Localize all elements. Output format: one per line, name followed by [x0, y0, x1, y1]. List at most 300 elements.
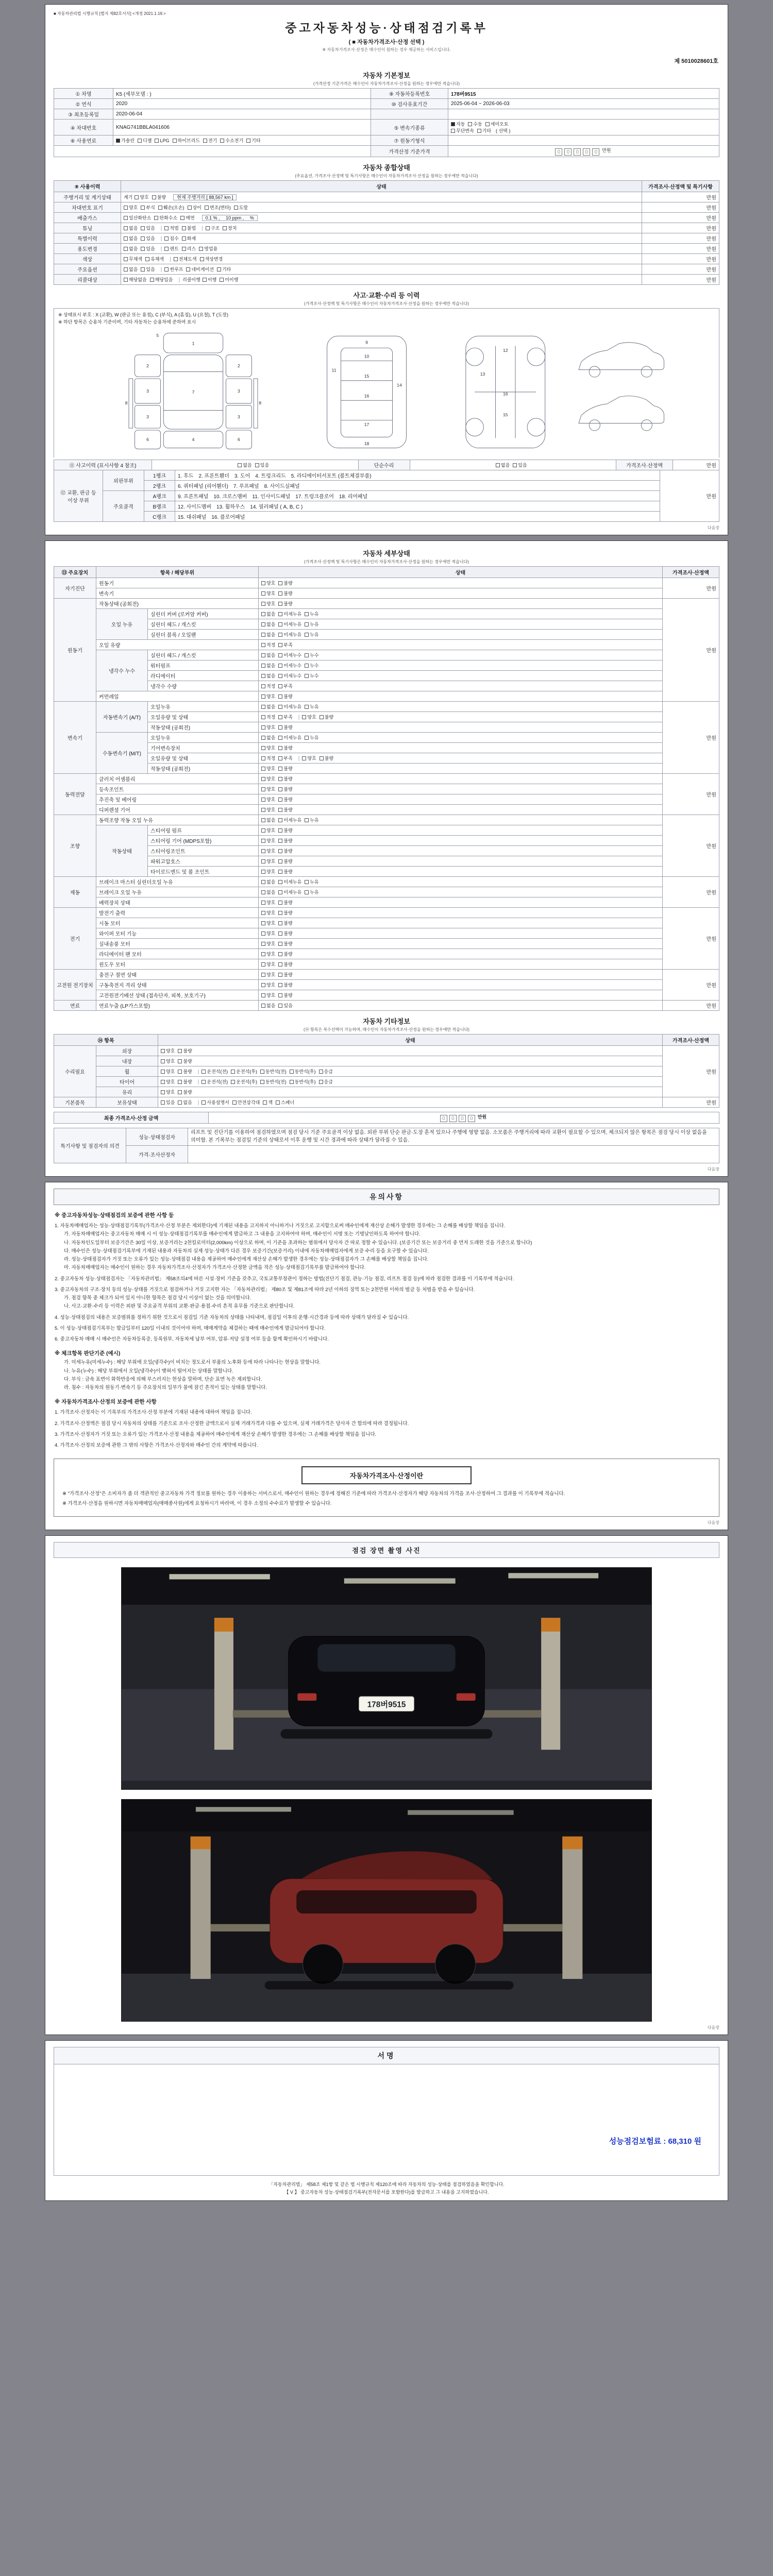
checkbox-square[interactable] [261, 736, 265, 740]
checkbox-square[interactable] [278, 694, 282, 699]
option-checkbox[interactable] [261, 961, 275, 968]
checkbox-square[interactable] [278, 674, 282, 678]
option-checkbox[interactable] [135, 194, 148, 200]
option-checkbox[interactable] [278, 744, 292, 751]
checkbox-square[interactable] [278, 890, 282, 894]
checkbox-square[interactable] [178, 1100, 182, 1105]
checkbox-square[interactable] [261, 653, 265, 657]
checkbox-square[interactable] [161, 1070, 165, 1074]
checkbox-square[interactable] [261, 901, 265, 905]
checkbox-square[interactable] [278, 952, 282, 956]
option-checkbox[interactable] [261, 858, 275, 865]
option-checkbox[interactable] [206, 225, 220, 231]
checkbox-square[interactable] [319, 1070, 323, 1074]
checkbox-square[interactable] [477, 129, 481, 133]
option-checkbox[interactable] [155, 138, 169, 143]
checkbox-square[interactable] [278, 756, 282, 760]
checkbox-square[interactable] [154, 216, 158, 220]
checkbox-square[interactable] [164, 236, 169, 241]
checkbox-square[interactable] [261, 839, 265, 843]
checkbox-square[interactable] [182, 226, 186, 230]
option-checkbox[interactable] [203, 276, 216, 283]
option-checkbox[interactable] [305, 652, 318, 658]
option-checkbox[interactable] [278, 580, 292, 586]
option-checkbox[interactable] [161, 1068, 175, 1075]
option-checkbox[interactable] [261, 734, 275, 741]
option-checkbox[interactable] [205, 204, 231, 211]
option-checkbox[interactable] [263, 1099, 273, 1106]
option-checkbox[interactable] [305, 611, 318, 617]
checkbox-square[interactable] [220, 139, 224, 143]
checkbox-square[interactable] [468, 122, 472, 126]
checkbox-square[interactable] [302, 756, 306, 760]
checkbox-square[interactable] [278, 839, 282, 843]
option-checkbox[interactable] [199, 245, 217, 252]
checkbox-square[interactable] [261, 767, 265, 771]
option-checkbox[interactable] [261, 981, 275, 988]
checkbox-square[interactable] [496, 463, 500, 467]
checkbox-square[interactable] [278, 602, 282, 606]
option-checkbox[interactable] [278, 971, 292, 978]
option-checkbox[interactable] [178, 1099, 192, 1106]
checkbox-square[interactable] [231, 1070, 235, 1074]
option-checkbox[interactable] [174, 256, 197, 262]
checkbox-square[interactable] [238, 463, 242, 467]
option-checkbox[interactable] [305, 734, 318, 741]
option-checkbox[interactable] [261, 971, 275, 978]
option-checkbox[interactable] [278, 590, 292, 597]
option-checkbox[interactable] [261, 652, 275, 658]
option-checkbox[interactable] [278, 981, 292, 988]
checkbox-square[interactable] [261, 828, 265, 833]
checkbox-square[interactable] [261, 931, 265, 936]
checkbox-square[interactable] [201, 1070, 206, 1074]
checkbox-square[interactable] [178, 1059, 182, 1063]
checkbox-square[interactable] [278, 777, 282, 781]
checkbox-square[interactable] [201, 1080, 206, 1084]
checkbox-square[interactable] [278, 1004, 282, 1008]
checkbox-square[interactable] [261, 684, 265, 688]
checkbox-square[interactable] [485, 122, 490, 126]
checkbox-square[interactable] [278, 870, 282, 874]
option-checkbox[interactable] [261, 631, 275, 638]
option-checkbox[interactable] [278, 868, 292, 875]
checkbox-square[interactable] [135, 195, 139, 199]
checkbox-square[interactable] [319, 1080, 323, 1084]
option-checkbox[interactable] [141, 225, 155, 231]
option-checkbox[interactable] [141, 266, 155, 273]
option-checkbox[interactable] [234, 204, 248, 211]
option-checkbox[interactable] [260, 1078, 287, 1085]
checkbox-square[interactable] [124, 206, 128, 210]
option-checkbox[interactable] [278, 703, 301, 710]
option-checkbox[interactable] [124, 235, 138, 242]
checkbox-square[interactable] [164, 267, 169, 272]
checkbox-square[interactable] [451, 122, 455, 126]
option-checkbox[interactable] [261, 662, 275, 669]
option-checkbox[interactable] [278, 827, 292, 834]
checkbox-square[interactable] [305, 890, 309, 894]
checkbox-square[interactable] [261, 622, 265, 626]
option-checkbox[interactable] [178, 1058, 192, 1064]
option-checkbox[interactable] [261, 992, 275, 998]
checkbox-square[interactable] [223, 226, 227, 230]
option-checkbox[interactable] [141, 204, 155, 211]
checkbox-square[interactable] [124, 257, 128, 261]
option-checkbox[interactable] [278, 848, 292, 854]
option-checkbox[interactable] [201, 1078, 228, 1085]
option-checkbox[interactable] [217, 266, 231, 273]
option-checkbox[interactable] [261, 827, 275, 834]
checkbox-square[interactable] [261, 591, 265, 596]
option-checkbox[interactable] [124, 245, 138, 252]
option-checkbox[interactable] [261, 641, 275, 648]
checkbox-square[interactable] [290, 1070, 294, 1074]
checkbox-square[interactable] [278, 993, 282, 997]
checkbox-square[interactable] [173, 139, 177, 143]
option-checkbox[interactable] [201, 1099, 229, 1106]
checkbox-square[interactable] [220, 278, 224, 282]
option-checkbox[interactable] [261, 909, 275, 916]
checkbox-square[interactable] [278, 581, 282, 585]
option-checkbox[interactable] [261, 600, 275, 607]
option-checkbox[interactable] [261, 817, 275, 823]
checkbox-square[interactable] [261, 890, 265, 894]
option-checkbox[interactable] [278, 765, 292, 772]
option-checkbox[interactable] [305, 672, 318, 679]
checkbox-square[interactable] [261, 756, 265, 760]
checkbox-square[interactable] [278, 921, 282, 925]
checkbox-square[interactable] [278, 705, 282, 709]
option-checkbox[interactable] [278, 817, 301, 823]
checkbox-square[interactable] [278, 911, 282, 915]
checkbox-square[interactable] [278, 746, 282, 750]
option-checkbox[interactable] [319, 1068, 333, 1075]
option-checkbox[interactable] [173, 137, 200, 144]
checkbox-square[interactable] [261, 849, 265, 853]
option-checkbox[interactable] [278, 600, 292, 607]
checkbox-square[interactable] [261, 787, 265, 791]
checkbox-square[interactable] [217, 267, 221, 272]
checkbox-square[interactable] [305, 653, 309, 657]
checkbox-square[interactable] [161, 1100, 165, 1105]
checkbox-square[interactable] [261, 870, 265, 874]
option-checkbox[interactable] [305, 703, 318, 710]
checkbox-square[interactable] [205, 206, 209, 210]
option-checkbox[interactable] [141, 245, 155, 252]
option-checkbox[interactable] [145, 256, 164, 262]
checkbox-square[interactable] [278, 715, 282, 719]
option-checkbox[interactable] [302, 755, 316, 761]
checkbox-square[interactable] [261, 808, 265, 812]
option-checkbox[interactable] [261, 951, 275, 957]
option-checkbox[interactable] [178, 1078, 192, 1085]
checkbox-square[interactable] [161, 1090, 165, 1094]
option-checkbox[interactable] [238, 462, 251, 468]
option-checkbox[interactable] [278, 714, 292, 720]
checkbox-square[interactable] [261, 911, 265, 915]
checkbox-square[interactable] [164, 226, 169, 230]
option-checkbox[interactable] [124, 266, 138, 273]
option-checkbox[interactable] [320, 755, 333, 761]
checkbox-square[interactable] [261, 777, 265, 781]
checkbox-square[interactable] [278, 880, 282, 884]
option-checkbox[interactable] [220, 276, 238, 283]
option-checkbox[interactable] [164, 245, 178, 252]
option-checkbox[interactable] [260, 1068, 287, 1075]
option-checkbox[interactable] [152, 194, 166, 200]
option-checkbox[interactable] [305, 817, 318, 823]
checkbox-square[interactable] [305, 674, 309, 678]
checkbox-square[interactable] [158, 206, 162, 210]
option-checkbox[interactable] [261, 1002, 275, 1009]
option-checkbox[interactable] [278, 930, 292, 937]
option-checkbox[interactable] [278, 909, 292, 916]
option-checkbox[interactable] [178, 1047, 192, 1054]
option-checkbox[interactable] [261, 580, 275, 586]
option-checkbox[interactable] [477, 127, 491, 134]
checkbox-square[interactable] [124, 236, 128, 241]
checkbox-square[interactable] [276, 1100, 280, 1105]
checkbox-square[interactable] [302, 715, 306, 719]
checkbox-square[interactable] [278, 767, 282, 771]
option-checkbox[interactable] [161, 1099, 175, 1106]
option-checkbox[interactable] [124, 225, 138, 231]
option-checkbox[interactable] [138, 137, 152, 144]
checkbox-square[interactable] [203, 278, 207, 282]
checkbox-square[interactable] [161, 1059, 165, 1063]
checkbox-square[interactable] [182, 236, 186, 241]
option-checkbox[interactable] [278, 641, 292, 648]
option-checkbox[interactable] [278, 652, 301, 658]
checkbox-square[interactable] [278, 664, 282, 668]
option-checkbox[interactable] [255, 462, 269, 468]
checkbox-square[interactable] [261, 725, 265, 730]
option-checkbox[interactable] [305, 621, 318, 628]
checkbox-square[interactable] [305, 736, 309, 740]
option-checkbox[interactable] [261, 868, 275, 875]
option-checkbox[interactable] [278, 837, 292, 844]
option-checkbox[interactable] [451, 121, 465, 127]
option-checkbox[interactable] [246, 137, 260, 144]
option-checkbox[interactable] [141, 235, 155, 242]
checkbox-square[interactable] [260, 1070, 264, 1074]
option-checkbox[interactable] [513, 462, 527, 468]
option-checkbox[interactable] [278, 889, 301, 895]
checkbox-square[interactable] [261, 952, 265, 956]
option-checkbox[interactable] [161, 1089, 175, 1095]
checkbox-square[interactable] [182, 247, 186, 251]
checkbox-square[interactable] [278, 643, 282, 647]
option-checkbox[interactable] [278, 992, 292, 998]
checkbox-square[interactable] [261, 818, 265, 822]
checkbox-square[interactable] [278, 901, 282, 905]
option-checkbox[interactable] [278, 611, 301, 617]
option-checkbox[interactable] [261, 765, 275, 772]
option-checkbox[interactable] [278, 878, 301, 885]
checkbox-square[interactable] [124, 278, 128, 282]
checkbox-square[interactable] [152, 195, 156, 199]
option-checkbox[interactable] [182, 245, 196, 252]
checkbox-square[interactable] [305, 612, 309, 616]
option-checkbox[interactable] [158, 204, 184, 211]
option-checkbox[interactable] [290, 1078, 316, 1085]
checkbox-square[interactable] [278, 736, 282, 740]
option-checkbox[interactable] [302, 714, 316, 720]
option-checkbox[interactable] [305, 878, 318, 885]
option-checkbox[interactable] [124, 276, 147, 283]
checkbox-square[interactable] [305, 705, 309, 709]
checkbox-square[interactable] [278, 973, 282, 977]
option-checkbox[interactable] [261, 775, 275, 782]
option-checkbox[interactable] [201, 1068, 228, 1075]
checkbox-square[interactable] [278, 983, 282, 987]
checkbox-square[interactable] [278, 828, 282, 833]
option-checkbox[interactable] [319, 1078, 333, 1085]
option-checkbox[interactable] [261, 837, 275, 844]
option-checkbox[interactable] [124, 214, 151, 221]
checkbox-square[interactable] [164, 247, 169, 251]
option-checkbox[interactable] [203, 137, 217, 144]
option-checkbox[interactable] [451, 127, 474, 134]
option-checkbox[interactable] [161, 1078, 175, 1085]
checkbox-square[interactable] [174, 257, 178, 261]
checkbox-square[interactable] [201, 1100, 206, 1105]
option-checkbox[interactable] [261, 693, 275, 700]
checkbox-square[interactable] [263, 1100, 267, 1105]
option-checkbox[interactable] [164, 235, 178, 242]
option-checkbox[interactable] [261, 724, 275, 731]
checkbox-square[interactable] [261, 1004, 265, 1008]
checkbox-square[interactable] [261, 643, 265, 647]
checkbox-square[interactable] [234, 206, 238, 210]
option-checkbox[interactable] [161, 1047, 175, 1054]
checkbox-square[interactable] [141, 226, 145, 230]
option-checkbox[interactable] [164, 266, 183, 273]
option-checkbox[interactable] [278, 899, 292, 906]
option-checkbox[interactable] [305, 889, 318, 895]
checkbox-square[interactable] [261, 973, 265, 977]
option-checkbox[interactable] [278, 1002, 292, 1009]
option-checkbox[interactable] [232, 1099, 260, 1106]
checkbox-square[interactable] [278, 622, 282, 626]
checkbox-square[interactable] [305, 818, 309, 822]
option-checkbox[interactable] [150, 276, 173, 283]
checkbox-square[interactable] [320, 715, 324, 719]
checkbox-square[interactable] [305, 633, 309, 637]
checkbox-square[interactable] [199, 247, 203, 251]
option-checkbox[interactable] [276, 1099, 294, 1106]
option-checkbox[interactable] [278, 683, 292, 689]
option-checkbox[interactable] [261, 703, 275, 710]
checkbox-square[interactable] [278, 849, 282, 853]
checkbox-square[interactable] [203, 139, 207, 143]
checkbox-square[interactable] [278, 859, 282, 863]
option-checkbox[interactable] [278, 621, 301, 628]
checkbox-square[interactable] [278, 612, 282, 616]
checkbox-square[interactable] [320, 756, 324, 760]
checkbox-square[interactable] [278, 725, 282, 730]
option-checkbox[interactable] [320, 714, 333, 720]
checkbox-square[interactable] [141, 247, 145, 251]
option-checkbox[interactable] [124, 256, 142, 262]
option-checkbox[interactable] [278, 940, 292, 947]
option-checkbox[interactable] [278, 724, 292, 731]
checkbox-square[interactable] [261, 694, 265, 699]
option-checkbox[interactable] [161, 1058, 175, 1064]
option-checkbox[interactable] [278, 755, 292, 761]
checkbox-square[interactable] [246, 139, 250, 143]
checkbox-square[interactable] [186, 267, 190, 272]
option-checkbox[interactable] [231, 1068, 257, 1075]
checkbox-square[interactable] [278, 653, 282, 657]
checkbox-square[interactable] [261, 612, 265, 616]
option-checkbox[interactable] [278, 775, 292, 782]
option-checkbox[interactable] [305, 631, 318, 638]
option-checkbox[interactable] [278, 961, 292, 968]
checkbox-square[interactable] [180, 216, 184, 220]
checkbox-square[interactable] [261, 798, 265, 802]
checkbox-square[interactable] [138, 139, 142, 143]
checkbox-square[interactable] [261, 674, 265, 678]
checkbox-square[interactable] [116, 139, 120, 143]
option-checkbox[interactable] [223, 225, 237, 231]
option-checkbox[interactable] [200, 256, 223, 262]
checkbox-square[interactable] [278, 787, 282, 791]
checkbox-square[interactable] [278, 808, 282, 812]
option-checkbox[interactable] [278, 693, 292, 700]
option-checkbox[interactable] [178, 1068, 192, 1075]
checkbox-square[interactable] [261, 581, 265, 585]
checkbox-square[interactable] [278, 942, 282, 946]
checkbox-square[interactable] [145, 257, 149, 261]
checkbox-square[interactable] [261, 993, 265, 997]
option-checkbox[interactable] [261, 899, 275, 906]
option-checkbox[interactable] [124, 204, 138, 211]
checkbox-square[interactable] [261, 880, 265, 884]
checkbox-square[interactable] [260, 1080, 264, 1084]
option-checkbox[interactable] [231, 1078, 257, 1085]
checkbox-square[interactable] [124, 267, 128, 272]
checkbox-square[interactable] [278, 633, 282, 637]
checkbox-square[interactable] [231, 1080, 235, 1084]
checkbox-square[interactable] [178, 1070, 182, 1074]
option-checkbox[interactable] [182, 225, 196, 231]
checkbox-square[interactable] [261, 715, 265, 719]
option-checkbox[interactable] [278, 806, 292, 813]
option-checkbox[interactable] [305, 662, 318, 669]
checkbox-square[interactable] [200, 257, 204, 261]
checkbox-square[interactable] [141, 206, 145, 210]
checkbox-square[interactable] [141, 267, 145, 272]
option-checkbox[interactable] [261, 621, 275, 628]
option-checkbox[interactable] [261, 590, 275, 597]
option-checkbox[interactable] [180, 214, 194, 221]
option-checkbox[interactable] [164, 225, 178, 231]
checkbox-square[interactable] [261, 602, 265, 606]
checkbox-square[interactable] [261, 746, 265, 750]
checkbox-square[interactable] [278, 962, 282, 967]
checkbox-square[interactable] [261, 664, 265, 668]
option-checkbox[interactable] [261, 806, 275, 813]
option-checkbox[interactable] [468, 121, 482, 127]
option-checkbox[interactable] [278, 796, 292, 803]
checkbox-square[interactable] [278, 931, 282, 936]
option-checkbox[interactable] [261, 920, 275, 926]
option-checkbox[interactable] [496, 462, 510, 468]
option-checkbox[interactable] [278, 951, 292, 957]
checkbox-square[interactable] [513, 463, 517, 467]
